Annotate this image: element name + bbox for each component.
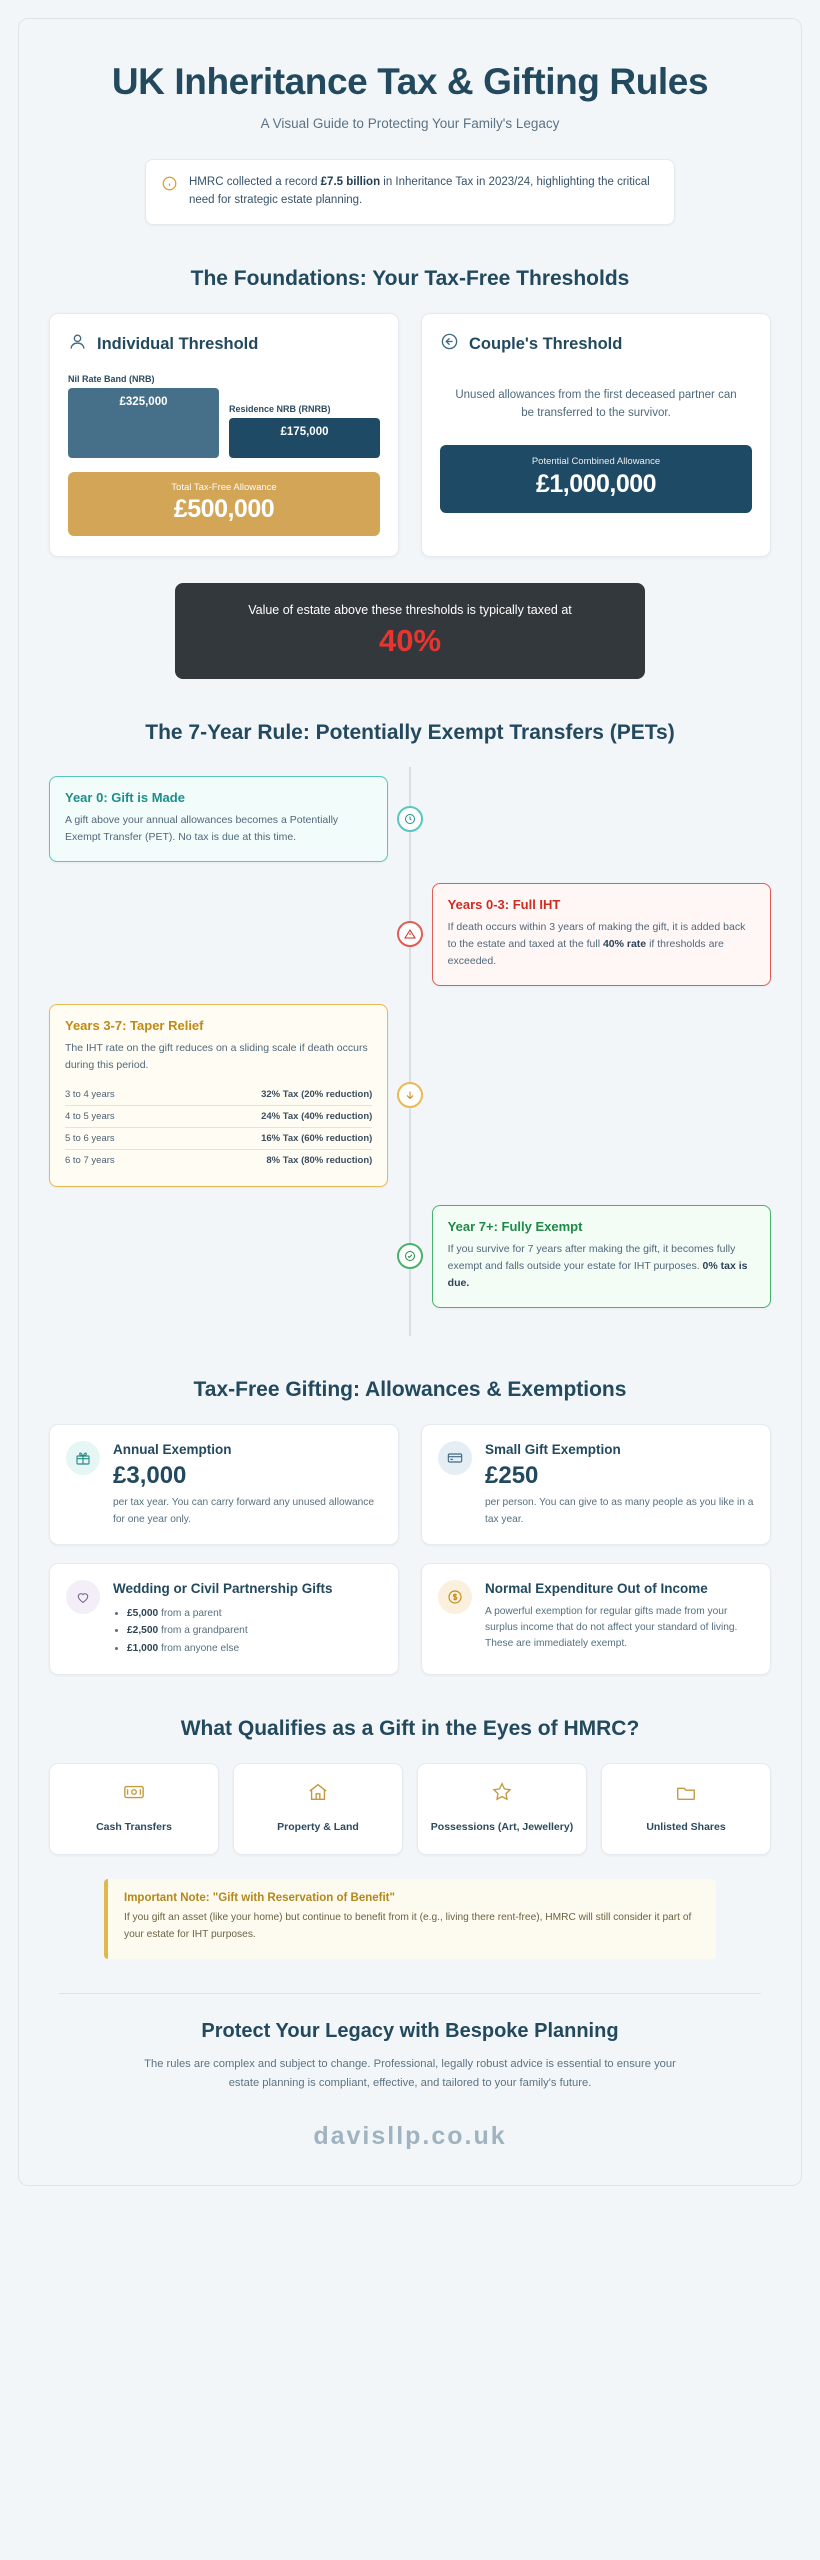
list-item [127, 1605, 333, 1623]
timeline-body-year0: A gift above your annual allowances becomes a Potentially Exempt Transfer (PET). No tax is due at this time. [65, 813, 339, 843]
timeline-row-taper [49, 1004, 771, 1187]
note-body: If you gift an asset (like your home) but continue to benefit from it (e.g., living there rent-free), HMRC will still consider it part of your estate for IHT purposes. [124, 1912, 692, 1940]
individual-threshold-card [49, 313, 399, 557]
gifting-heading: Tax-Free Gifting: Allowances & Exemptions [193, 1377, 627, 1401]
note-title: Important Note: "Gift with Reservation of Benefit" [124, 1892, 395, 1905]
timeline-side-left-taper [49, 1004, 388, 1187]
thresholds-heading: The Foundations: Your Tax-Free Thresholds [190, 267, 630, 291]
annual-exemption-text: per tax year. You can carry forward any unused allowance for one year only. [113, 1497, 375, 1525]
page-title: UK Inheritance Tax & Gifting Rules [111, 61, 709, 102]
taper-value: 32% Tax (20% reduction) [261, 1088, 373, 1100]
callout-highlight: £7.5 billion [320, 176, 381, 189]
timeline-side-right [432, 883, 771, 986]
threshold-bars [68, 374, 380, 458]
clock-icon [397, 806, 423, 832]
gift-icon [66, 1441, 100, 1475]
couple-card-header [440, 332, 752, 356]
rnrb-label: Residence NRB (RNRB) [229, 404, 331, 415]
brand-name[interactable]: davisllp.co.uk [313, 2121, 507, 2150]
small-gift-card [421, 1424, 771, 1545]
years03-text-2: if thresholds are exceeded. [447, 937, 724, 967]
timeline-row-years03 [49, 883, 771, 986]
tax-rate-label: Value of estate above these thresholds is typically taxed at [248, 603, 572, 618]
wedding-amount: £1,000 [127, 1643, 159, 1655]
couple-icon [440, 332, 459, 356]
house-icon [307, 1790, 329, 1807]
warning-icon [397, 921, 423, 947]
taper-period: 5 to 6 years [65, 1132, 115, 1144]
annual-exemption-title: Annual Exemption [113, 1441, 232, 1457]
small-gift-text: per person. You can give to as many people as you like in a tax year. [485, 1497, 754, 1525]
heart-icon [66, 1580, 100, 1614]
nrb-label: Nil Rate Band (NRB) [68, 374, 155, 385]
taper-row [65, 1105, 372, 1127]
person-icon [68, 332, 87, 356]
callout-text-after: in Inheritance Tax in 2023/24, highlighting the critical need for strategic estate planning. [189, 176, 650, 207]
list-item [127, 1640, 333, 1658]
timeline-body-year7 [448, 1241, 755, 1292]
combined-allowance-value: £1,000,000 [535, 469, 657, 498]
coin-icon [438, 1580, 472, 1614]
qualifies-card-property [233, 1763, 403, 1855]
seven-year-timeline [49, 767, 771, 1336]
hmrc-stat-text [189, 174, 658, 210]
small-gift-title: Small Gift Exemption [485, 1441, 621, 1457]
timeline-card-year0 [49, 776, 388, 862]
qualifies-label-possessions: Possessions (Art, Jewellery) [430, 1821, 574, 1834]
timeline-title-year7: Year 7+: Fully Exempt [447, 1218, 583, 1234]
gifting-grid-top [49, 1424, 771, 1545]
timeline-row-year0 [49, 773, 771, 865]
wedding-gift-title: Wedding or Civil Partnership Gifts [113, 1580, 333, 1596]
page-subtitle: A Visual Guide to Protecting Your Family's Legacy [260, 116, 560, 132]
timeline-row-year7 [49, 1205, 771, 1308]
timeline-card-year7 [432, 1205, 771, 1308]
normal-expenditure-body [485, 1580, 754, 1658]
nrb-bar: £325,000 [68, 388, 219, 458]
banknote-icon [123, 1790, 145, 1807]
taper-period: 3 to 4 years [65, 1088, 115, 1100]
hmrc-stat-callout [145, 159, 675, 225]
annual-exemption-card [49, 1424, 399, 1545]
thresholds-grid [49, 313, 771, 557]
couple-card-title: Couple's Threshold [469, 334, 623, 353]
qualifies-card-shares [601, 1763, 771, 1855]
qualifies-label-cash: Cash Transfers [96, 1821, 172, 1834]
info-icon [162, 176, 177, 196]
timeline-body-taper: The IHT rate on the gift reduces on a sliding scale if death occurs during this period. [65, 1041, 368, 1071]
qualifies-heading: What Qualifies as a Gift in the Eyes of HMRC? [180, 1717, 640, 1741]
list-item [127, 1622, 333, 1640]
wedding-amount: £2,500 [127, 1625, 159, 1637]
check-circle-icon [397, 1243, 423, 1269]
total-allowance-caption: Total Tax-Free Allowance [171, 482, 277, 494]
footer-text: The rules are complex and subject to change. Professional, legally robust advice is essential to ensure your estate planning is compliant, effective, and tailored to your family's future. [144, 2057, 676, 2090]
wedding-text: from anyone else [158, 1643, 240, 1655]
footer-title: Protect Your Legacy with Bespoke Planning [201, 2019, 619, 2042]
qualifies-label-property: Property & Land [277, 1821, 359, 1834]
taper-value: 8% Tax (80% reduction) [266, 1154, 373, 1166]
small-gift-body [485, 1441, 754, 1528]
annual-exemption-amount: £3,000 [113, 1462, 187, 1490]
tax-rate-box [175, 583, 645, 679]
taper-relief-table [65, 1084, 372, 1171]
individual-card-header [68, 332, 380, 356]
individual-card-title: Individual Threshold [97, 334, 259, 353]
rnrb-bar: £175,000 [229, 418, 380, 458]
briefcase-icon [675, 1790, 697, 1807]
taper-period: 4 to 5 years [65, 1110, 115, 1122]
years03-text-1: If death occurs within 3 years of making the gift, it is added back to the estate and taxed at the full [447, 920, 746, 950]
qualifies-label-shares: Unlisted Shares [646, 1821, 726, 1834]
arrow-down-icon [397, 1082, 423, 1108]
timeline-heading: The 7-Year Rule: Potentially Exempt Transfers (PETs) [145, 720, 675, 744]
total-allowance-box [68, 472, 380, 536]
card-icon [438, 1441, 472, 1475]
wedding-amount: £5,000 [127, 1607, 159, 1619]
combined-allowance-caption: Potential Combined Allowance [531, 455, 661, 467]
footer-divider [59, 1993, 761, 1994]
qualifies-card-possessions [417, 1763, 587, 1855]
taper-period: 6 to 7 years [65, 1154, 115, 1166]
combined-allowance-box [440, 445, 752, 513]
wedding-gift-list [127, 1605, 333, 1659]
infographic-sheet [18, 18, 802, 2186]
small-gift-amount: £250 [485, 1462, 539, 1490]
taper-row [65, 1127, 372, 1149]
normal-expenditure-card [421, 1563, 771, 1675]
timeline-body-years03 [448, 919, 755, 970]
year7-text-1: If you survive for 7 years after making the gift, it becomes fully exempt and falls outside your estate for IHT purposes. [447, 1242, 736, 1272]
qualifies-card-cash [49, 1763, 219, 1855]
gifting-grid-bottom [49, 1563, 771, 1675]
star-icon [491, 1790, 513, 1807]
timeline-side-right-year7 [432, 1205, 771, 1308]
year7-bold: 0% tax is due. [447, 1259, 748, 1289]
normal-expenditure-text: A powerful exemption for regular gifts made from your surplus income that do not affect your standard of living. These are immediately exempt. [485, 1605, 738, 1650]
reservation-of-benefit-note [104, 1879, 716, 1959]
normal-expenditure-title: Normal Expenditure Out of Income [485, 1580, 708, 1596]
wedding-gift-card [49, 1563, 399, 1675]
total-allowance-value: £500,000 [173, 495, 275, 524]
rnrb-bar-group [229, 404, 380, 458]
taper-row [65, 1084, 372, 1105]
timeline-card-years03 [432, 883, 771, 986]
years03-bold: 40% rate [602, 937, 647, 950]
wedding-text: from a parent [158, 1607, 222, 1619]
timeline-title-taper: Years 3-7: Taper Relief [65, 1017, 204, 1033]
nrb-bar-group [68, 374, 219, 458]
timeline-title-years03: Years 0-3: Full IHT [447, 896, 561, 912]
taper-value: 16% Tax (60% reduction) [261, 1132, 373, 1144]
couple-threshold-card [421, 313, 771, 557]
qualifies-grid [49, 1763, 771, 1855]
tax-rate-percent: 40% [378, 622, 442, 658]
callout-text-before: HMRC collected a record [189, 176, 321, 189]
timeline-card-taper [49, 1004, 388, 1187]
wedding-gift-body [113, 1580, 333, 1658]
taper-row [65, 1149, 372, 1171]
timeline-title-year0: Year 0: Gift is Made [65, 789, 185, 805]
wedding-text: from a grandparent [158, 1625, 248, 1637]
couple-description: Unused allowances from the first deceased partner can be transferred to the survivor. [455, 389, 737, 420]
taper-value: 24% Tax (40% reduction) [261, 1110, 373, 1122]
timeline-side-left [49, 776, 388, 862]
annual-exemption-body [113, 1441, 382, 1528]
